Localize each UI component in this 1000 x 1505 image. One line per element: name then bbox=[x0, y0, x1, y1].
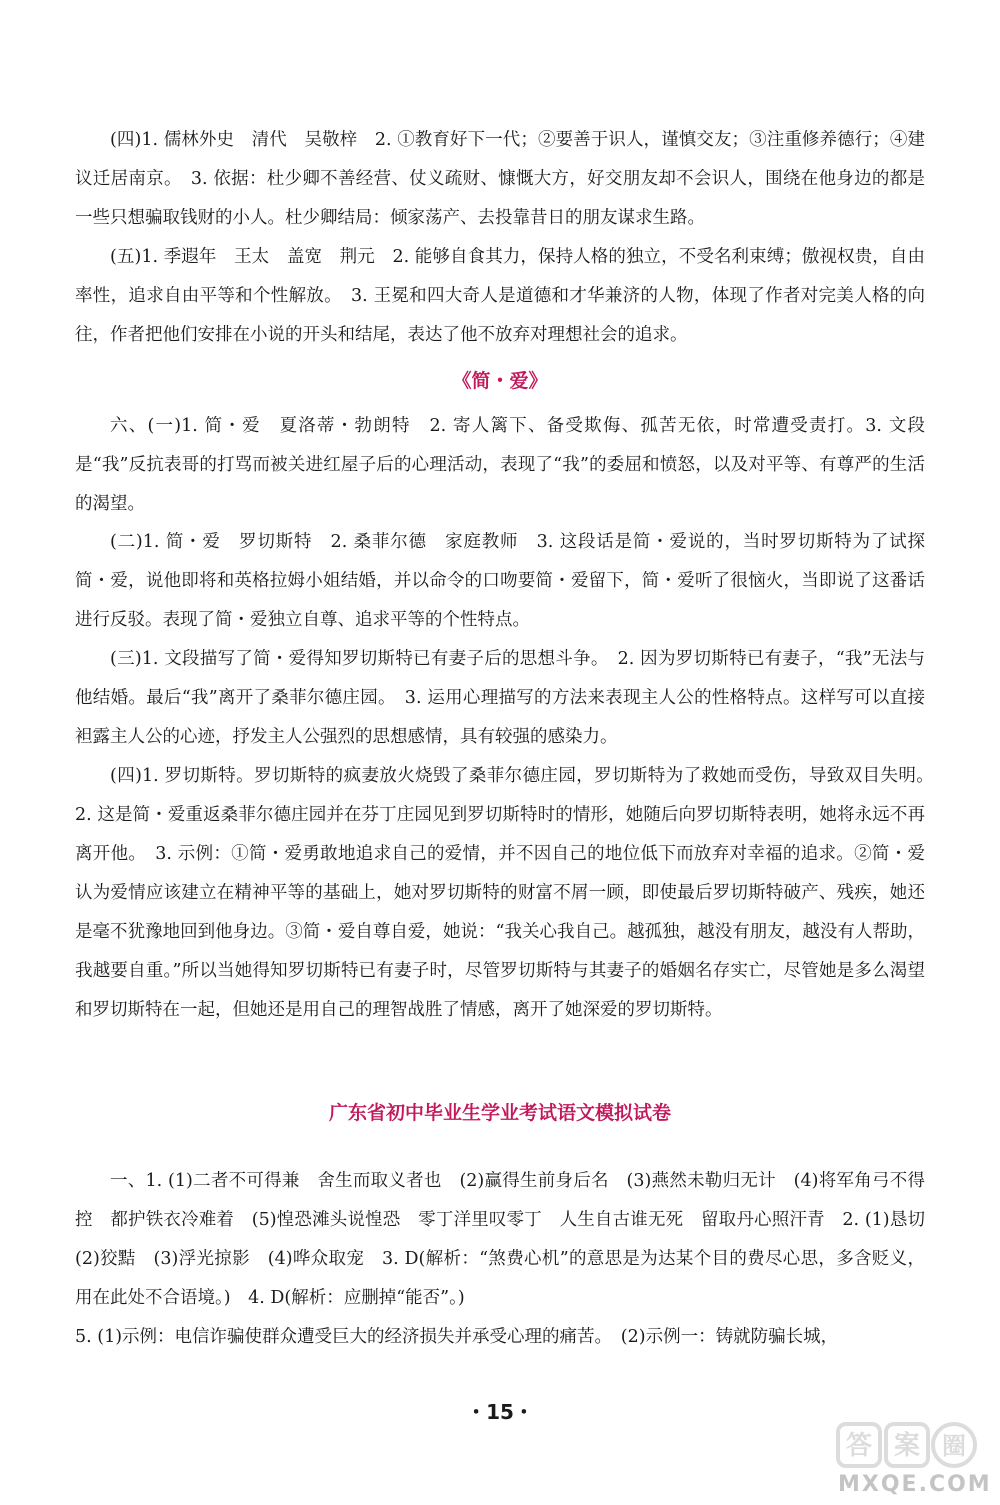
page-number: ・15・ bbox=[466, 1400, 534, 1424]
watermark-logo-char: 答 bbox=[845, 1431, 873, 1461]
section-heading-mock-exam: 广东省初中毕业生学业考试语文模拟试卷 bbox=[328, 1102, 671, 1124]
answer-paragraph: (二)1. 简・爱 罗切斯特 2. 桑菲尔德 家庭教师 3. 这段话是简・爱说的，当时罗切斯特为了试探简・爱，说他即将和英格拉姆小姐结婚，并以命令的口吻要简・爱留下，简・爱听了很恼火，当即说了这番话进行反驳。表现了简・爱独立自尊、追求平等的个性特点。 bbox=[75, 532, 925, 630]
watermark-logo-char: 案 bbox=[893, 1431, 921, 1461]
answer-paragraph: (三)1. 文段描写了简・爱得知罗切斯特已有妻子后的思想斗争。 2. 因为罗切斯特已有妻子，“我”无法与他结婚。最后“我”离开了桑菲尔德庄园。 3. 运用心理描写的方法来表现主人公的性格特点。这样写可以直接袒露主人公的心迹，抒发主人公强烈的思想感情，具有较强的感染力。 bbox=[75, 649, 925, 747]
watermark-text: MXQE.COM bbox=[838, 1472, 992, 1497]
answer-paragraph: (四)1. 罗切斯特。罗切斯特的疯妻放火烧毁了桑菲尔德庄园，罗切斯特为了救她而受伤，导致双目失明。 2. 这是简・爱重返桑菲尔德庄园并在芬丁庄园见到罗切斯特时的情形，她随后向罗切斯特表明，她将永远不再离开他。 3. 示例：①简・爱勇敢地追求自己的爱情，并不因自己的地位低下而放弃对幸福的追求。②简・爱认为爱情应该建立在精神平等的基础上，她对罗切斯特的财富不屑一顾，即使最后罗切斯特破产、残疾，她还是毫不犹豫地回到他身边。③简・爱自尊自爱，她说：“我关心我自己。越孤独，越没有朋友，越没有人帮助，我越要自重。”所以当她得知罗切斯特已有妻子时，尽管罗切斯特与其妻子的婚姻名存实亡，尽管她是多么渴望和罗切斯特在一起，但她还是用自己的理智战胜了情感，离开了她深爱的罗切斯特。 bbox=[75, 766, 943, 1020]
answer-paragraph: 六、(一)1. 简・爱 夏洛蒂・勃朗特 2. 寄人篱下、备受欺侮、孤苦无依，时常遭受责打。3. 文段是“我”反抗表哥的打骂而被关进红屋子后的心理活动，表现了“我”的委屈和愤怒，以及对平等、有尊严的生活的渴望。 bbox=[75, 416, 925, 514]
watermark-logo-char: 圈 bbox=[942, 1432, 966, 1460]
answer-paragraph: (五)1. 季遐年 王太 盖宽 荆元 2. 能够自食其力，保持人格的独立，不受名利束缚；傲视权贵，自由率性，追求自由平等和个性解放。 3. 王冕和四大奇人是道德和才华兼济的人物，体现了作者对完美人格的向往，作者把他们安排在小说的开头和结尾，表达了他不放弃对理想社会的追求。 bbox=[75, 247, 925, 345]
section-heading-jane-eyre: 《简・爱》 bbox=[452, 370, 548, 392]
answer-paragraph: (四)1. 儒林外史 清代 吴敬梓 2. ①教育好下一代；②要善于识人，谨慎交友；③注重修养德行；④建议迁居南京。 3. 依据：杜少卿不善经营、仗义疏财、慷慨大方，好交朋友却不会识人，围绕在他身边的都是一些只想骗取钱财的小人。杜少卿结局：倾家荡产、去投靠昔日的朋友谋求生路。 bbox=[75, 130, 925, 228]
answer-paragraph: 5. (1)示例：电信诈骗使群众遭受巨大的经济损失并承受心理的痛苦。 (2)示例一：铸就防骗长城， bbox=[75, 1327, 839, 1347]
answer-paragraph: 一、1. (1)二者不可得兼 舍生而取义者也 (2)赢得生前身后名 (3)燕然未勒归无计 (4)将军角弓不得控 都护铁衣冷难着 (5)惶恐滩头说惶恐 零丁洋里叹零丁 人生自古谁无死 留取丹心照汗青 2. (1)恳切 (2)狡黠 (3)浮光掠影 (4)哗众取宠 3. D(解析：“煞费心机”的意思是为达某个目的费尽心思，多含贬义，用在此处不合语境。) 4. D(解析：应删掉“能否”。) bbox=[75, 1171, 943, 1308]
